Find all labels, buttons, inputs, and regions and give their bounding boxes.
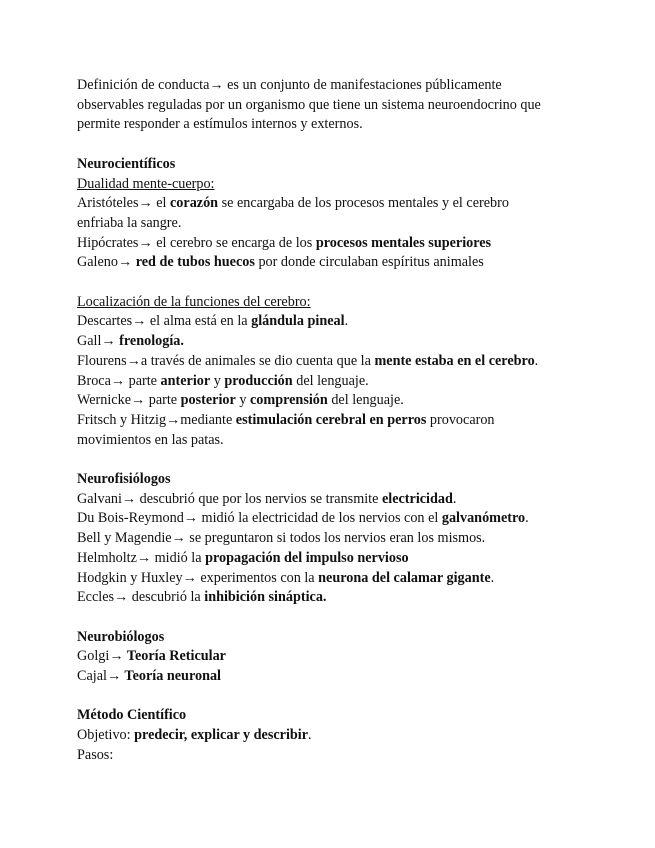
- line-descartes: Descartes→ el alma está en la glándula pineal.: [77, 313, 349, 330]
- definition-line-3: permite responder a estímulos internos y externos.: [77, 116, 363, 133]
- line-hipocrates: Hipócrates→ el cerebro se encarga de los procesos mentales superiores: [77, 234, 492, 251]
- section-heading-metodo-cientifico: Método Científico: [77, 707, 187, 724]
- line-cajal: Cajal→ Teoría neuronal: [77, 668, 221, 685]
- line-du-bois-reymond: Du Bois-Reymond→ midió la electricidad de los nervios con el galvanómetro.: [77, 510, 529, 527]
- line-flourens: Flourens→a través de animales se dio cuenta que la mente estaba en el cerebro.: [77, 352, 539, 369]
- line-objetivo: Objetivo: predecir, explicar y describir.: [77, 727, 312, 744]
- spacer: [77, 687, 577, 707]
- line-aristoteles: Aristóteles→ el corazón se encargaba de los procesos mentales y el cerebro: [77, 195, 509, 212]
- section-heading-neurofisiologos: Neurofisiólogos: [77, 471, 171, 488]
- line-golgi: Golgi→ Teoría Reticular: [77, 648, 226, 665]
- line-broca: Broca→ parte anterior y producción del lenguaje.: [77, 372, 369, 389]
- line-hodgkin-huxley: Hodgkin y Huxley→ experimentos con la neurona del calamar gigante.: [77, 569, 495, 586]
- section-heading-neurocientificos: Neurocientíficos: [77, 155, 176, 172]
- line-bell-magendie: Bell y Magendie→ se preguntaron si todos los nervios eran los mismos.: [77, 530, 486, 547]
- line-galeno: Galeno→ red de tubos huecos por donde circulaban espíritus animales: [77, 254, 484, 271]
- spacer: [77, 135, 577, 155]
- subheading-dualidad: Dualidad mente-cuerpo:: [77, 175, 215, 192]
- line-galvani: Galvani→ descubrió que por los nervios se transmite electricidad.: [77, 490, 457, 507]
- line-pasos: Pasos:: [77, 746, 114, 763]
- definition-line-1: Definición de conducta→ es un conjunto de manifestaciones públicamente: [77, 77, 502, 93]
- document-body: [77, 76, 577, 766]
- section-heading-neurobiologos: Neurobiólogos: [77, 628, 165, 645]
- line-gall: Gall→ frenología.: [77, 333, 184, 350]
- subheading-localizacion: Localización de la funciones del cerebro:: [77, 293, 311, 310]
- spacer: [77, 450, 577, 470]
- line-fritsch-hitzig: Fritsch y Hitzig→mediante estimulación cerebral en perros provocaron: [77, 411, 495, 428]
- line-helmholtz: Helmholtz→ midió la propagación del impulso nervioso: [77, 549, 409, 566]
- line-fritsch-hitzig-cont: movimientos en las patas.: [77, 431, 224, 448]
- spacer: [77, 608, 577, 628]
- line-eccles: Eccles→ descubrió la inhibición sináptica.: [77, 589, 327, 606]
- definition-line-2: observables reguladas por un organismo que tiene un sistema neuroendocrino que: [77, 96, 541, 113]
- spacer: [77, 273, 577, 293]
- line-aristoteles-cont: enfriaba la sangre.: [77, 214, 182, 231]
- line-wernicke: Wernicke→ parte posterior y comprensión del lenguaje.: [77, 392, 404, 409]
